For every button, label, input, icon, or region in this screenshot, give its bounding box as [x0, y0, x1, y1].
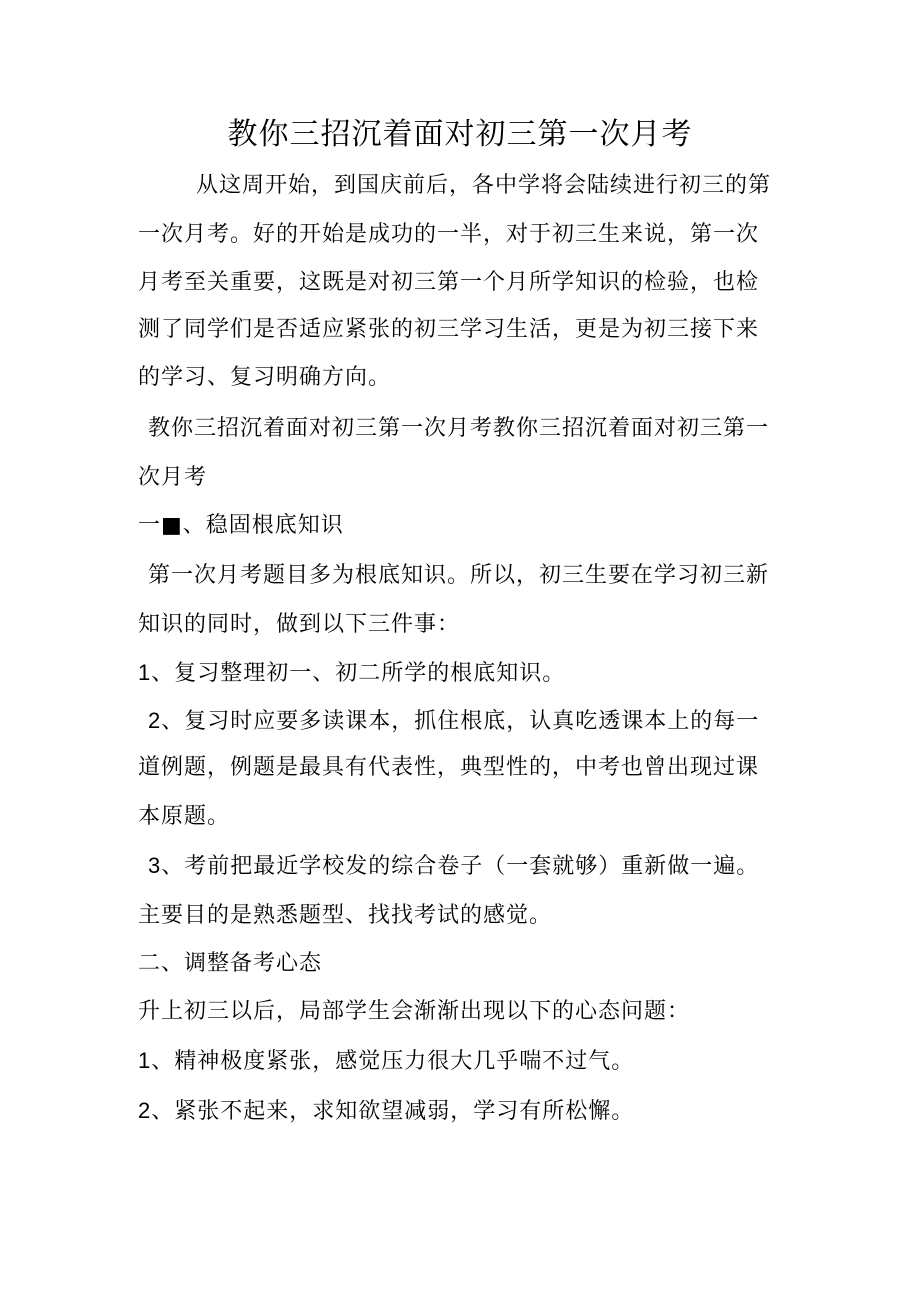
paragraph-line: 的学习、复习明确方向。 [138, 365, 392, 390]
paragraph-line: 教你三招沉着面对初三第一次月考教你三招沉着面对初三第一 [148, 416, 770, 441]
list-item: 2、复习时应要多读课本，抓住根底，认真吃透课本上的每一 [148, 708, 760, 733]
paragraph-line: 月考至关重要，这既是对初三第一个月所学知识的检验，也检 [138, 270, 760, 295]
section-heading: 一■、稳固根底知识 [138, 513, 344, 538]
list-item: 3、考前把最近学校发的综合卷子（一套就够）重新做一遍。 [148, 853, 760, 878]
paragraph-line: 知识的同时，做到以下三件事： [138, 612, 461, 637]
paragraph-line: 本原题。 [138, 804, 231, 829]
paragraph-line: 一次月考。好的开始是成功的一半，对于初三生来说，第一次 [138, 222, 760, 247]
document-title: 教你三招沉着面对初三第一次月考 [227, 117, 693, 152]
paragraph-line: 次月考 [138, 465, 208, 490]
paragraph-line: 第一次月考题目多为根底知识。所以，初三生要在学习初三新 [148, 563, 770, 588]
section-heading: 二、调整备考心态 [138, 951, 323, 976]
paragraph-line: 道例题，例题是最具有代表性，典型性的，中考也曾出现过课 [138, 755, 760, 780]
paragraph-line: 升上初三以后，局部学生会渐渐出现以下的心态问题： [138, 999, 691, 1024]
paragraph-line: 主要目的是熟悉题型、找找考试的感觉。 [138, 903, 553, 928]
paragraph-line: 从这周开始，到国庆前后，各中学将会陆续进行初三的第 [196, 173, 772, 198]
list-item: 2、紧张不起来，求知欲望减弱，学习有所松懈。 [138, 1098, 635, 1123]
paragraph-line: 测了同学们是否适应紧张的初三学习生活，更是为初三接下来 [138, 317, 760, 342]
list-item: 1、复习整理初一、初二所学的根底知识。 [138, 660, 566, 685]
list-item: 1、精神极度紧张，感觉压力很大几乎喘不过气。 [138, 1048, 635, 1073]
